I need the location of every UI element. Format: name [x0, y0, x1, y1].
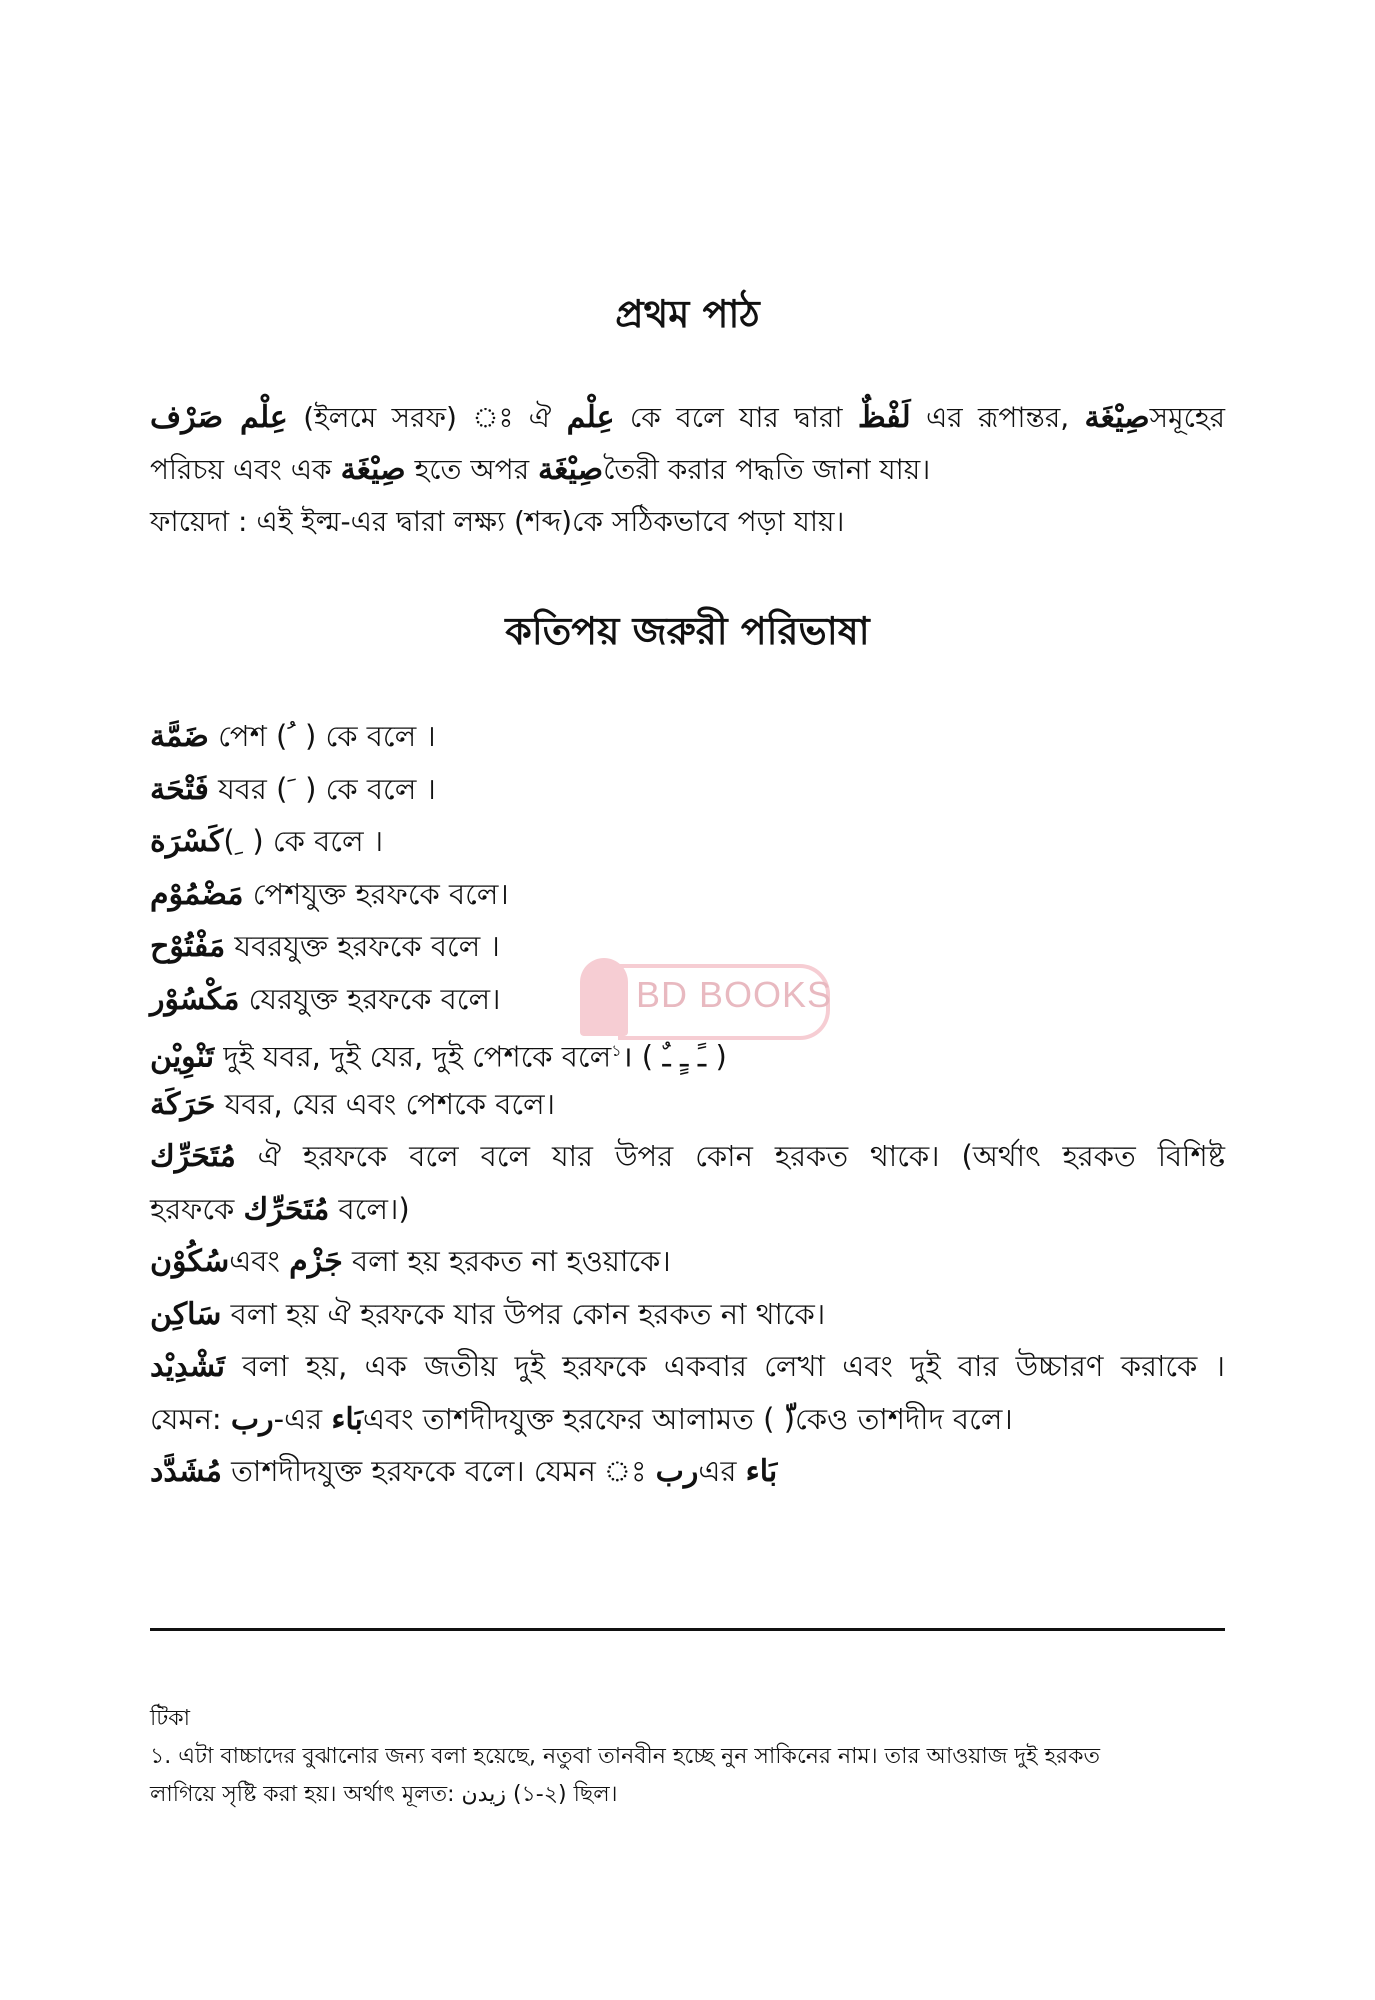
term-item: [150, 1340, 1225, 1393]
intro-text: তৈরী করার পদ্ধতি জানা যায়।: [603, 453, 931, 486]
footnote-marker: ১: [611, 1041, 622, 1060]
term-item: [150, 1078, 1225, 1131]
term-definition: এর: [698, 1454, 737, 1488]
arabic-term: حَرَكَة: [150, 1086, 216, 1122]
arabic-term: كَسْرَة: [150, 824, 224, 859]
arabic-term: زيدن: [461, 1782, 506, 1807]
arabic-term: عِلْم: [566, 400, 615, 435]
term-definition: বলা হয় ঐ হরফকে যার উপর কোন হরকত না থাকে।: [230, 1296, 826, 1331]
term-definition: যবর, যের এবং পেশকে বলে।: [224, 1086, 556, 1121]
term-definition: বলা হয়, এক জতীয় দুই হরফকে একবার লেখা এবং দুই বার উচ্চারণ করাকে ।: [242, 1349, 1225, 1383]
intro-text: (ইলমে সরফ) ঃ ঐ: [303, 401, 552, 434]
term-definition: যেমন:: [150, 1401, 222, 1436]
term-item: [150, 868, 1225, 921]
term-definition: । ( ـً ـٍ ـٌ ): [621, 1039, 727, 1074]
term-definition: বলা হয় হরকত না হওয়াকে।: [352, 1244, 671, 1278]
lesson-title: প্রথম পাঠ: [615, 292, 760, 336]
arabic-term: جَزْم: [289, 1244, 343, 1279]
footnote-line-1: ১. এটা বাচ্চাদের বুঝানোর জন্য বলা হয়েছে, নতুবা তানবীন হচ্ছে নুন সাকিনের নাম। তার আওয়াজ দুই হরকত: [150, 1744, 1101, 1769]
arabic-term: بَاء: [745, 1454, 778, 1489]
arabic-term: لَفْظٌ: [857, 400, 911, 435]
arabic-term: فَتْحَة: [150, 771, 209, 807]
arabic-term: مَفْتُوْح: [150, 929, 226, 964]
term-item: [150, 1445, 1225, 1498]
term-item: [150, 1288, 1225, 1341]
term-item: [150, 710, 1225, 763]
terms-list: [150, 710, 1225, 1498]
term-item: [150, 815, 1225, 868]
arabic-term: تَشْدِيْد: [150, 1349, 225, 1384]
intro-line-3: ফায়েদা : এই ইল্ম-এর দ্বারা লক্ষ্য (শব্দ)কে সঠিকভাবে পড়া যায়।: [150, 505, 845, 538]
intro-text: পরিচয় এবং এক: [150, 453, 332, 486]
term-definition: পেশযুক্ত হরফকে বলে।: [252, 876, 509, 911]
footnote-divider: [150, 1628, 1225, 1631]
term-definition: -এর: [273, 1401, 323, 1436]
term-definition: )কেও তাশদীদ বলে।: [783, 1401, 1013, 1436]
section-title: কতিপয় জরুরী পরিভাষা: [505, 609, 870, 653]
footnotes: [150, 1700, 1225, 1814]
term-definition: যবরযুক্ত হরফকে বলে ।: [234, 929, 500, 963]
term-definition: তাশদীদযুক্ত হরফকে বলে। যেমন ঃ: [231, 1454, 647, 1488]
term-definition: যেরযুক্ত হরফকে বলে।: [248, 981, 501, 1016]
arabic-term: مَضْمُوْم: [150, 876, 244, 912]
arabic-term: عِلْم صَرْف: [150, 400, 288, 435]
term-item: [150, 1235, 1225, 1288]
arabic-term: صِيْغَة: [538, 452, 604, 487]
term-item: [150, 1130, 1225, 1183]
intro-text: সমূহের: [1149, 401, 1226, 434]
term-definition: বলে।): [338, 1191, 410, 1226]
arabic-term: مُتَحَرِّك: [243, 1191, 330, 1227]
footnote-line-2: [150, 1776, 1225, 1814]
arabic-term: مُتَحَرِّك: [150, 1139, 236, 1174]
arabic-term: ضَمَّة: [150, 719, 209, 754]
arabic-term: مَكْسُوْر: [150, 981, 240, 1017]
term-definition: এবং: [229, 1244, 280, 1278]
intro-text: হতে অপর: [414, 453, 530, 486]
arabic-term: مُشَدَّد: [150, 1454, 222, 1489]
term-definition: দুই যবর, দুই যের, দুই পেশকে বলে: [223, 1039, 612, 1074]
term-definition: এবং তাশদীদযুক্ত হরফের আলামত (: [362, 1401, 775, 1436]
footnote-text: (১-২) ছিল।: [512, 1782, 618, 1807]
term-definition: ঐ হরফকে বলে বলে যার উপর কোন হরকত থাকে। (অর্থাৎ হরকত বিশিষ্ট: [257, 1139, 1225, 1173]
arabic-term: صِيْغَة: [340, 452, 406, 487]
bd-books-watermark: [540, 958, 840, 1038]
intro-line-1: [150, 392, 1225, 444]
arabic-term: رب: [230, 1401, 274, 1437]
term-definition: ( ِ ) কে বলে ।: [223, 824, 384, 858]
term-item: [150, 763, 1225, 816]
footnote-text: লাগিয়ে সৃষ্টি করা হয়। অর্থাৎ মূলত:: [150, 1782, 455, 1807]
term-item-continuation: [150, 1183, 1225, 1236]
arabic-term: بَاء: [331, 1401, 363, 1437]
footnote-label: টিকা: [150, 1706, 191, 1731]
term-definition: পেশ ( ُ ) কে বলে ।: [218, 719, 436, 753]
watermark-text: BD BOOKS: [636, 974, 833, 1015]
term-item: [150, 1393, 1225, 1446]
arabic-term: سَاكِن: [150, 1296, 222, 1332]
intro-text: কে বলে যার দ্বারা: [629, 401, 843, 434]
arabic-term: تَنْوِيْن: [150, 1039, 215, 1075]
term-definition: হরফকে: [150, 1191, 235, 1226]
term-definition: যবর ( َ ) কে বলে ।: [218, 771, 436, 806]
intro-line-2: [150, 444, 1225, 496]
arabic-term: رب: [655, 1454, 699, 1489]
arabic-term: سُكُوْن: [150, 1244, 230, 1279]
intro-paragraph: [150, 392, 1225, 548]
arabic-term: صِيْغَة: [1084, 400, 1150, 435]
intro-text: এর রূপান্তর,: [925, 401, 1070, 434]
